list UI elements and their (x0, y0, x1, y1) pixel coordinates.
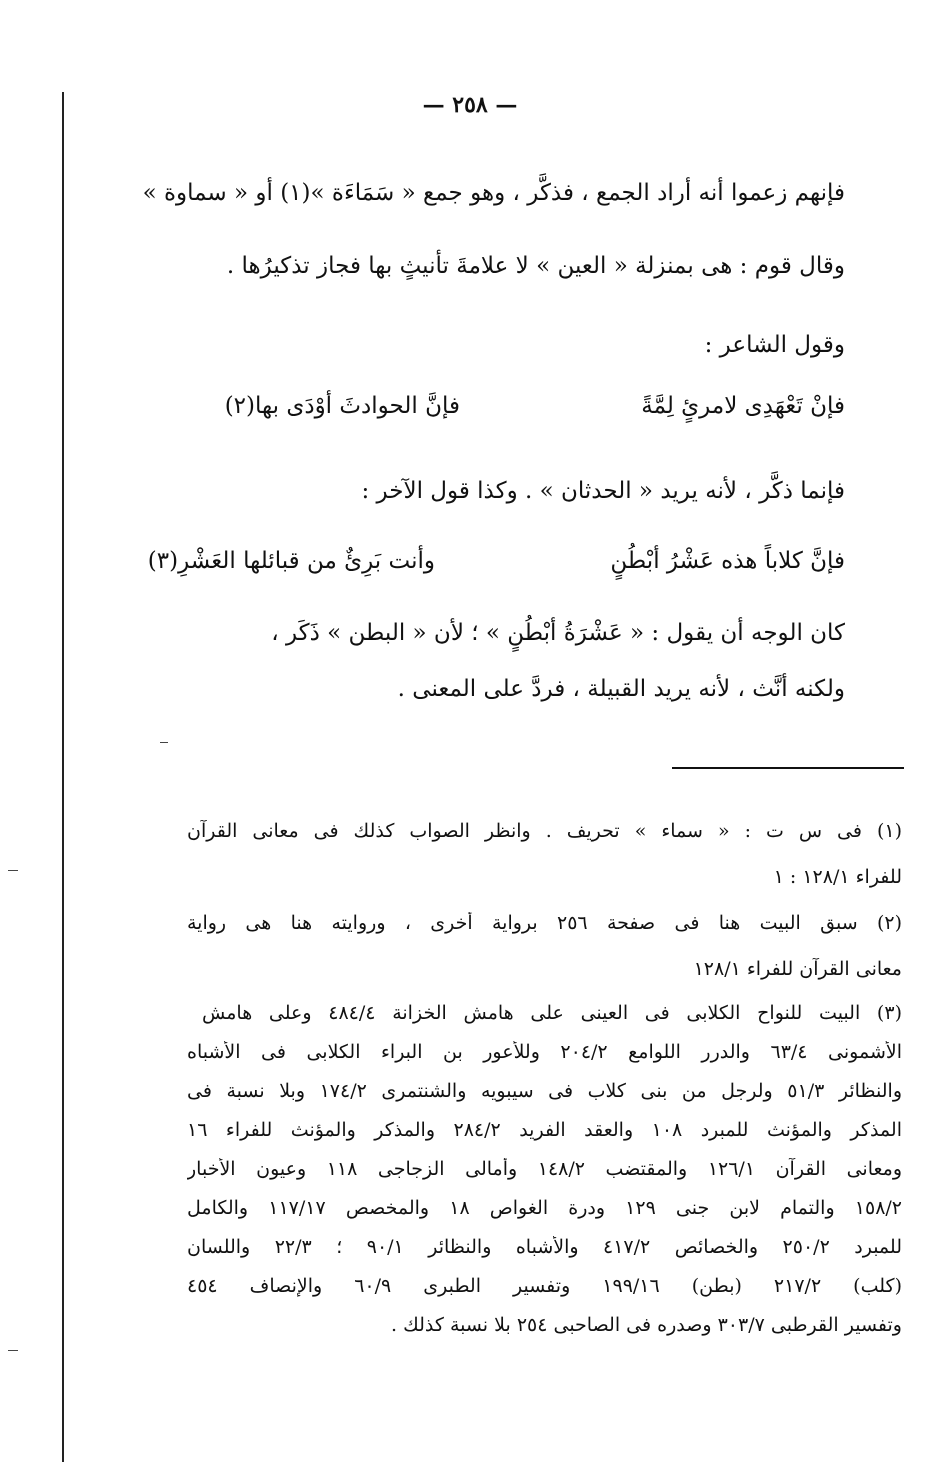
verse-1-first-hemistich: فإنْ تَعْهَدِى لامرئٍ لِمَّةً (641, 393, 845, 419)
margin-tick-mark (8, 870, 18, 871)
verse-2-second-hemistich: وأنت بَرِئٌ من قبائلها العَشْرِ(٣) (147, 548, 435, 574)
footnote-3-line-6: ١٥٨/٢ والتمام لابن جنى ١٢٩ ودرة الغواص ١٨ والمخصص ١١٧/١٧ والكامل (187, 1197, 902, 1219)
body-line-6: ولكنه أنَّث ، لأنه يريد القبيلة ، فردَّ على المعنى . (397, 676, 845, 702)
body-line-2: وقال قوم : هى بمنزلة « العين » لا علامةَ تأنيثٍ بها فجاز تذكيرُها . (226, 253, 845, 279)
footnote-3-line-1: (٣) البيت للنواح الكلابى فى العينى على هامش الخزانة ٤٨٤/٤ وعلى هامش (202, 1002, 902, 1024)
body-line-4: فإنما ذكَّر ، لأنه يريد « الحدثان » . وكذا قول الآخر : (361, 478, 845, 504)
body-line-5: كان الوجه أن يقول : « عَشْرَةُ أبْطُنٍ » ؛ لأن « البطن » ذَكَر ، (271, 620, 845, 646)
left-margin-rule (62, 92, 64, 1462)
footnote-3-line-4: المذكر والمؤنث للمبرد ١٠٨ والعقد الفريد ٢٨٤/٢ والمذكر والمؤنث للفراء ١٦ (187, 1119, 902, 1141)
footnote-3-line-2: الأشمونى ٦٣/٤ والدرر اللوامع ٢٠٤/٢ وللأعور بن البراء الكلابى فى الأشباه (187, 1041, 902, 1063)
footnote-3-line-9: وتفسير القرطبى ٣٠٣/٧ وصدره فى الصاحبى ٢٥٤ بلا نسبة كذلك . (391, 1314, 902, 1336)
body-line-1: فإنهم زعموا أنه أراد الجمع ، فذكَّر ، وهو جمع « سَمَاءَة »(١) أو « سماوة » (142, 180, 845, 206)
footnote-2-line-2: معانى القرآن للفراء ١٢٨/١ (693, 958, 902, 980)
margin-tick-mark (160, 742, 168, 743)
footnote-2-line-1: (٢) سبق البيت هنا فى صفحة ٢٥٦ برواية أخرى ، وروايته هنا هى رواية (187, 912, 902, 934)
footnote-3-line-5: ومعانى القرآن ١٢٦/١ والمقتضب ١٤٨/٢ وأمالى الزجاجى ١١٨ وعيون الأخبار (187, 1158, 902, 1180)
footnote-3-line-3: والنظائر ٥١/٣ ولرجل من بنى كلاب فى سيبويه والشنتمرى ١٧٤/٢ وبلا نسبة فى (187, 1080, 902, 1102)
footnote-1-line-2: للفراء ١٢٨/١ : ١ (773, 866, 902, 888)
footnote-1-line-1: (١) فى س ت : « سماء » تحريف . وانظر الصواب كذلك فى معانى القرآن (187, 820, 902, 842)
footnote-3-line-7: للمبرد ٢٥٠/٢ والخصائص ٤١٧/٢ والأشباه والنظائر ٩٠/١ ؛ ٢٢/٣ واللسان (187, 1236, 902, 1258)
verse-2-first-hemistich: فإنَّ كلاباً هذه عَشْرُ أبْطُنٍ (610, 548, 845, 574)
page-number: — ٢٥٨ — (422, 92, 518, 118)
footnote-3-line-8: (كلب) ٢١٧/٢ (بطن) ١٩٩/١٦ وتفسير الطبرى ٦٠/٩ والإنصاف ٤٥٤ (187, 1275, 902, 1297)
margin-tick-mark (8, 1350, 18, 1351)
verse-1-second-hemistich: فإنَّ الحوادثَ أوْدَى بها(٢) (224, 393, 460, 419)
body-line-3: وقول الشاعر : (704, 332, 845, 358)
footnote-separator (672, 767, 904, 769)
